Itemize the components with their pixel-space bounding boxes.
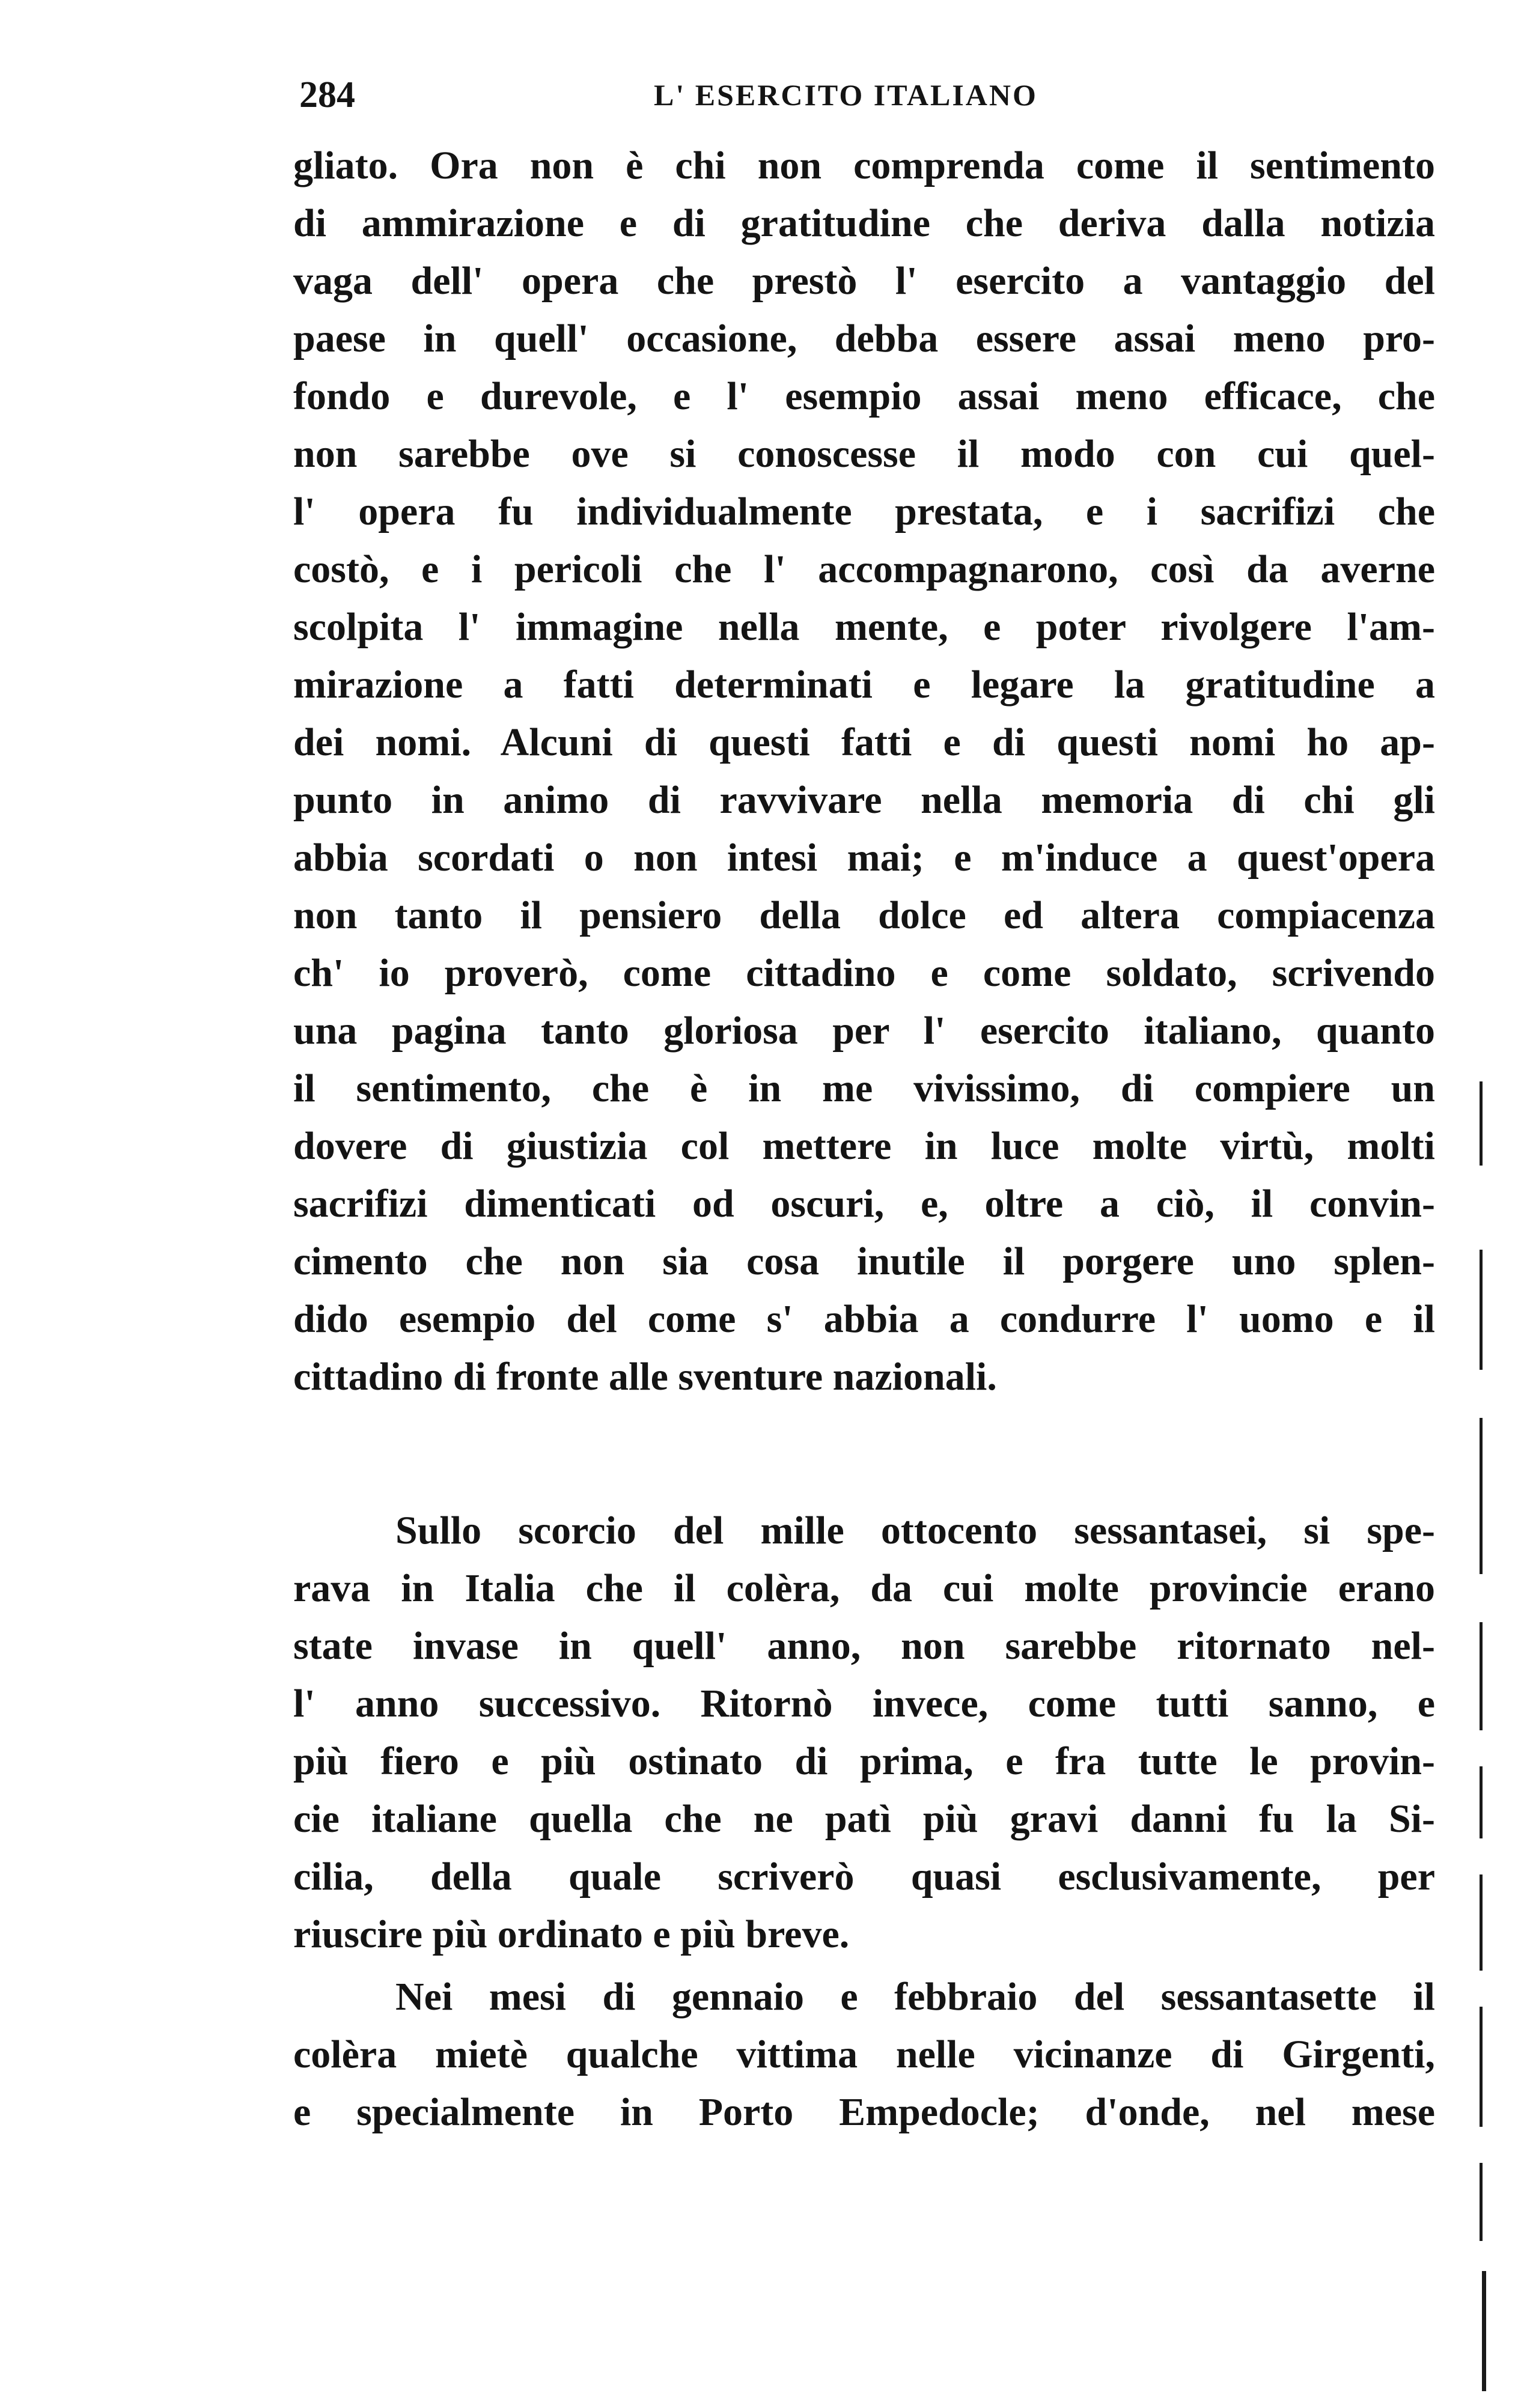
- text-line: cilia, della quale scriverò quasi esclusivamente, per: [293, 1855, 1435, 1899]
- text-line: Nei mesi di gennaio e febbraio del sessantasette il: [395, 1975, 1435, 2019]
- text-line: rava in Italia che il colèra, da cui molte provincie erano: [293, 1566, 1435, 1610]
- body-text: [293, 137, 1435, 2141]
- text-line: cittadino di fronte alle sventure nazionali.: [293, 1355, 997, 1399]
- text-line: cimento che non sia cosa inutile il porgere uno splen-: [293, 1239, 1435, 1283]
- scan-margin-line: [1480, 1766, 1483, 1838]
- text-line: state invase in quell' anno, non sarebbe ritornato nel-: [293, 1624, 1435, 1668]
- scan-margin-line: [1480, 1081, 1483, 1166]
- paragraph-1: [293, 137, 1435, 1406]
- section-gap: [293, 1406, 1435, 1502]
- page-number: 284: [299, 74, 355, 115]
- scan-margin-line: [1480, 1874, 1483, 1971]
- text-line: cie italiane quella che ne patì più gravi danni fu la Si-: [293, 1797, 1435, 1841]
- text-line: e specialmente in Porto Empedocle; d'onde, nel mese: [293, 2090, 1435, 2134]
- text-line: abbia scordati o non intesi mai; e m'induce a quest'opera: [293, 836, 1435, 880]
- scan-margin-line: [1480, 1250, 1483, 1370]
- text-line: fondo e durevole, e l' esempio assai meno efficace, che: [293, 374, 1435, 418]
- text-line: una pagina tanto gloriosa per l' esercito italiano, quanto: [293, 1009, 1435, 1053]
- page-header: [299, 71, 1423, 119]
- scan-margin-line: [1480, 1418, 1483, 1574]
- paragraph-gap: [293, 1963, 1435, 1968]
- text-line: l' anno successivo. Ritornò invece, come tutti sanno, e: [293, 1682, 1435, 1725]
- text-line: sacrifizi dimenticati od oscuri, e, oltre a ciò, il convin-: [293, 1182, 1435, 1226]
- text-line: paese in quell' occasione, debba essere assai meno pro-: [293, 317, 1435, 360]
- text-line: gliato. Ora non è chi non comprenda come il sentimento: [293, 144, 1435, 187]
- text-line: di ammirazione e di gratitudine che deriva dalla notizia: [293, 201, 1435, 245]
- text-line: dido esempio del come s' abbia a condurre l' uomo e il: [293, 1297, 1435, 1341]
- text-line: non tanto il pensiero della dolce ed altera compiacenza: [293, 893, 1435, 937]
- text-line: punto in animo di ravvivare nella memoria di chi gli: [293, 778, 1435, 822]
- paragraph-3: [293, 1968, 1435, 2141]
- scan-margin-line: [1480, 1622, 1483, 1730]
- text-line: il sentimento, che è in me vivissimo, di compiere un: [293, 1066, 1435, 1110]
- scan-margin-line: [1482, 2271, 1486, 2391]
- running-head: L' ESERCITO ITALIANO: [654, 78, 1038, 112]
- text-line: più fiero e più ostinato di prima, e fra tutte le provin-: [293, 1739, 1435, 1783]
- text-line: dovere di giustizia col mettere in luce molte virtù, molti: [293, 1124, 1435, 1168]
- text-line: mirazione a fatti determinati e legare la gratitudine a: [293, 663, 1435, 707]
- text-line: riuscire più ordinato e più breve.: [293, 1912, 850, 1956]
- text-line: non sarebbe ove si conoscesse il modo con cui quel-: [293, 432, 1435, 476]
- text-line: dei nomi. Alcuni di questi fatti e di questi nomi ho ap-: [293, 720, 1435, 764]
- text-line: scolpita l' immagine nella mente, e poter rivolgere l'am-: [293, 605, 1435, 649]
- text-line: costò, e i pericoli che l' accompagnarono, così da averne: [293, 547, 1435, 591]
- text-line: colèra mietè qualche vittima nelle vicinanze di Girgenti,: [293, 2033, 1435, 2076]
- text-line: l' opera fu individualmente prestata, e i sacrifizi che: [293, 490, 1435, 534]
- scan-margin-line: [1480, 2163, 1483, 2241]
- scan-margin-line: [1480, 2007, 1483, 2127]
- text-line: vaga dell' opera che prestò l' esercito a vantaggio del: [293, 259, 1435, 303]
- text-line: ch' io proverò, come cittadino e come soldato, scrivendo: [293, 951, 1435, 995]
- paragraph-2: [293, 1502, 1435, 1963]
- text-line: Sullo scorcio del mille ottocento sessantasei, si spe-: [395, 1509, 1435, 1552]
